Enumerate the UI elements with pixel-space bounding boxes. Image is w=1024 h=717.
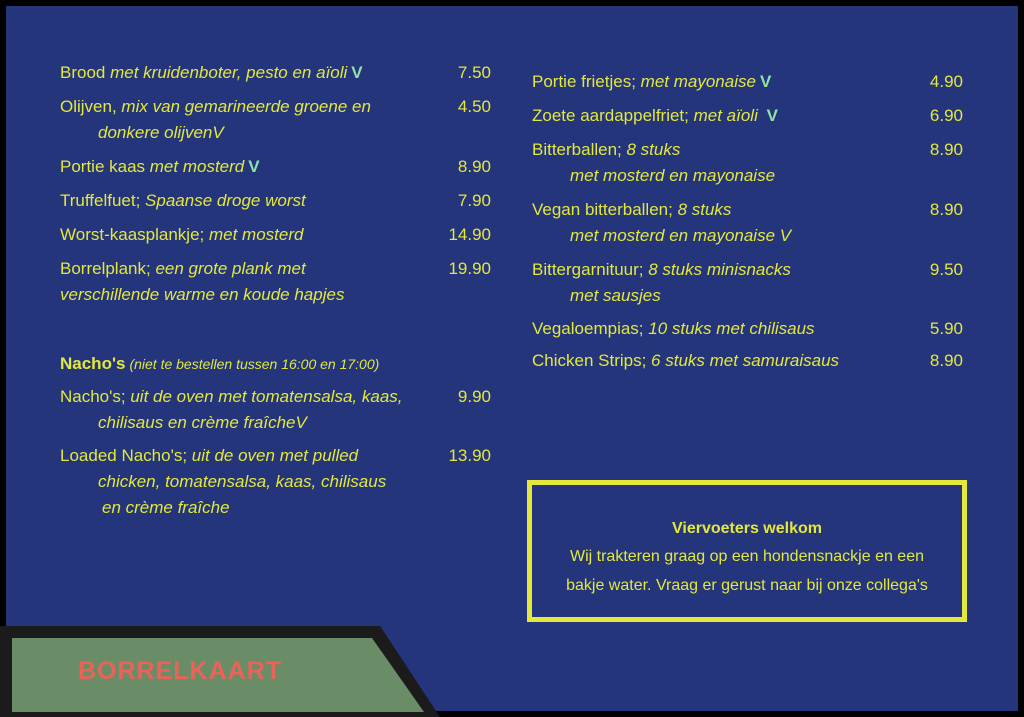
left_items-item: [60, 222, 303, 248]
item-price: 13.90: [448, 446, 491, 465]
nacho_items-item: [60, 443, 358, 469]
item-description: Spaanse droge worst: [145, 191, 306, 210]
item-description-continued: [570, 223, 791, 249]
item-price: 9.90: [457, 387, 491, 406]
item-description-continued: [570, 163, 775, 189]
item-name: Truffelfuet;: [60, 191, 146, 210]
item-description-continued: [570, 283, 661, 309]
item-price: 4.90: [929, 72, 963, 91]
item-name: Vegan bitterballen;: [532, 200, 678, 219]
vegetarian-icon: V: [295, 413, 307, 432]
item-description: met aïoli: [693, 106, 763, 125]
nachos-note: (niet te bestellen tussen 16:00 en 17:00): [129, 356, 380, 372]
item-name: Nacho's;: [60, 387, 131, 406]
item-description-text: donkere olijven: [98, 123, 213, 142]
item-description: mix van gemarineerde groene en: [121, 97, 371, 116]
vegetarian-icon: V: [212, 123, 224, 142]
item-price: 4.50: [457, 97, 491, 116]
right_items-item: [532, 348, 839, 374]
item-description: met mosterd: [208, 225, 304, 244]
item-description: 8 stuks minisnacks: [648, 260, 791, 279]
item-description-text: met mosterd en mayonaise: [570, 166, 776, 185]
item-name: Bitterballen;: [532, 140, 627, 159]
item-price: 7.90: [457, 191, 491, 210]
item-name: Olijven,: [60, 97, 122, 116]
item-price: 19.90: [448, 259, 491, 278]
item-name: Bittergarnituur;: [532, 260, 649, 279]
item-price: 6.90: [929, 106, 963, 125]
left_items-item: [60, 154, 260, 180]
vegetarian-icon: V: [759, 72, 772, 91]
right_items-item: [532, 197, 731, 223]
left_items-item: [60, 60, 363, 86]
item-description-text: met mosterd en mayonaise: [570, 226, 780, 245]
item-description-text: verschillende warme en koude hapjes: [60, 285, 345, 304]
item-name: Zoete aardappelfriet;: [532, 106, 694, 125]
right_items-item: [532, 316, 815, 342]
item-description: met mayonaise: [640, 72, 756, 91]
notice-box: [527, 480, 967, 622]
item-description-text: met sausjes: [570, 286, 661, 305]
item-description: uit de oven met tomatensalsa, kaas,: [130, 387, 403, 406]
item-name: Portie kaas: [60, 157, 150, 176]
nachos-title: Nacho's: [60, 354, 126, 373]
item-name: Brood: [60, 63, 111, 82]
item-name: Chicken Strips;: [532, 351, 652, 370]
item-name: Loaded Nacho's;: [60, 446, 192, 465]
menu-title: BORRELKAART: [78, 657, 283, 685]
item-description: met kruidenboter, pesto en aïoli: [110, 63, 348, 82]
left_items-item: [60, 188, 306, 214]
item-name: Worst-kaasplankje;: [60, 225, 209, 244]
vegetarian-icon: V: [766, 106, 778, 125]
item-price: 7.50: [457, 63, 491, 82]
left_items-item: [60, 256, 306, 282]
notice-line-2: bakje water. Vraag er gerust naar bij onze collega's: [566, 577, 928, 594]
item-description-continued: [98, 120, 224, 146]
vegetarian-icon: V: [248, 157, 260, 176]
item-description-text: chilisaus en crème fraîche: [98, 413, 296, 432]
item-description-continued: [98, 469, 386, 495]
right_items-item: [532, 137, 680, 163]
item-description: 10 stuks met chilisaus: [648, 319, 815, 338]
right_items-item: [532, 257, 791, 283]
item-description-text: chicken, tomatensalsa, kaas, chilisaus: [98, 472, 387, 491]
vegetarian-icon: V: [351, 63, 363, 82]
right_items-item: [532, 69, 771, 95]
item-description: een grote plank met: [155, 259, 306, 278]
item-description: met mosterd: [149, 157, 245, 176]
right_items-item: [532, 103, 778, 129]
item-name: Vegaloempias;: [532, 319, 649, 338]
item-description: 8 stuks: [626, 140, 681, 159]
item-name: Portie frietjes;: [532, 72, 641, 91]
nacho_items-item: [60, 384, 403, 410]
item-price: 8.90: [929, 351, 963, 370]
item-description-continued: [60, 282, 344, 308]
item-description: 6 stuks met samuraisaus: [651, 351, 840, 370]
notice-title: Viervoeters welkom: [671, 520, 822, 537]
notice-line-1: Wij trakteren graag op een hondensnackje en een: [569, 548, 924, 565]
item-name: Borrelplank;: [60, 259, 156, 278]
item-description-continued: [98, 410, 307, 436]
item-price: 9.50: [929, 260, 963, 279]
item-price: 8.90: [929, 140, 963, 159]
left_items-item: [60, 94, 371, 120]
item-description-continued: en crème fraîche: [102, 498, 230, 517]
item-price: 14.90: [448, 225, 491, 244]
item-description: 8 stuks: [677, 200, 732, 219]
nachos-heading: [60, 351, 379, 377]
item-price: 8.90: [929, 200, 963, 219]
item-price: 5.90: [929, 319, 963, 338]
vegetarian-icon: V: [779, 226, 792, 245]
item-price: 8.90: [457, 157, 491, 176]
item-description: uit de oven met pulled: [191, 446, 359, 465]
